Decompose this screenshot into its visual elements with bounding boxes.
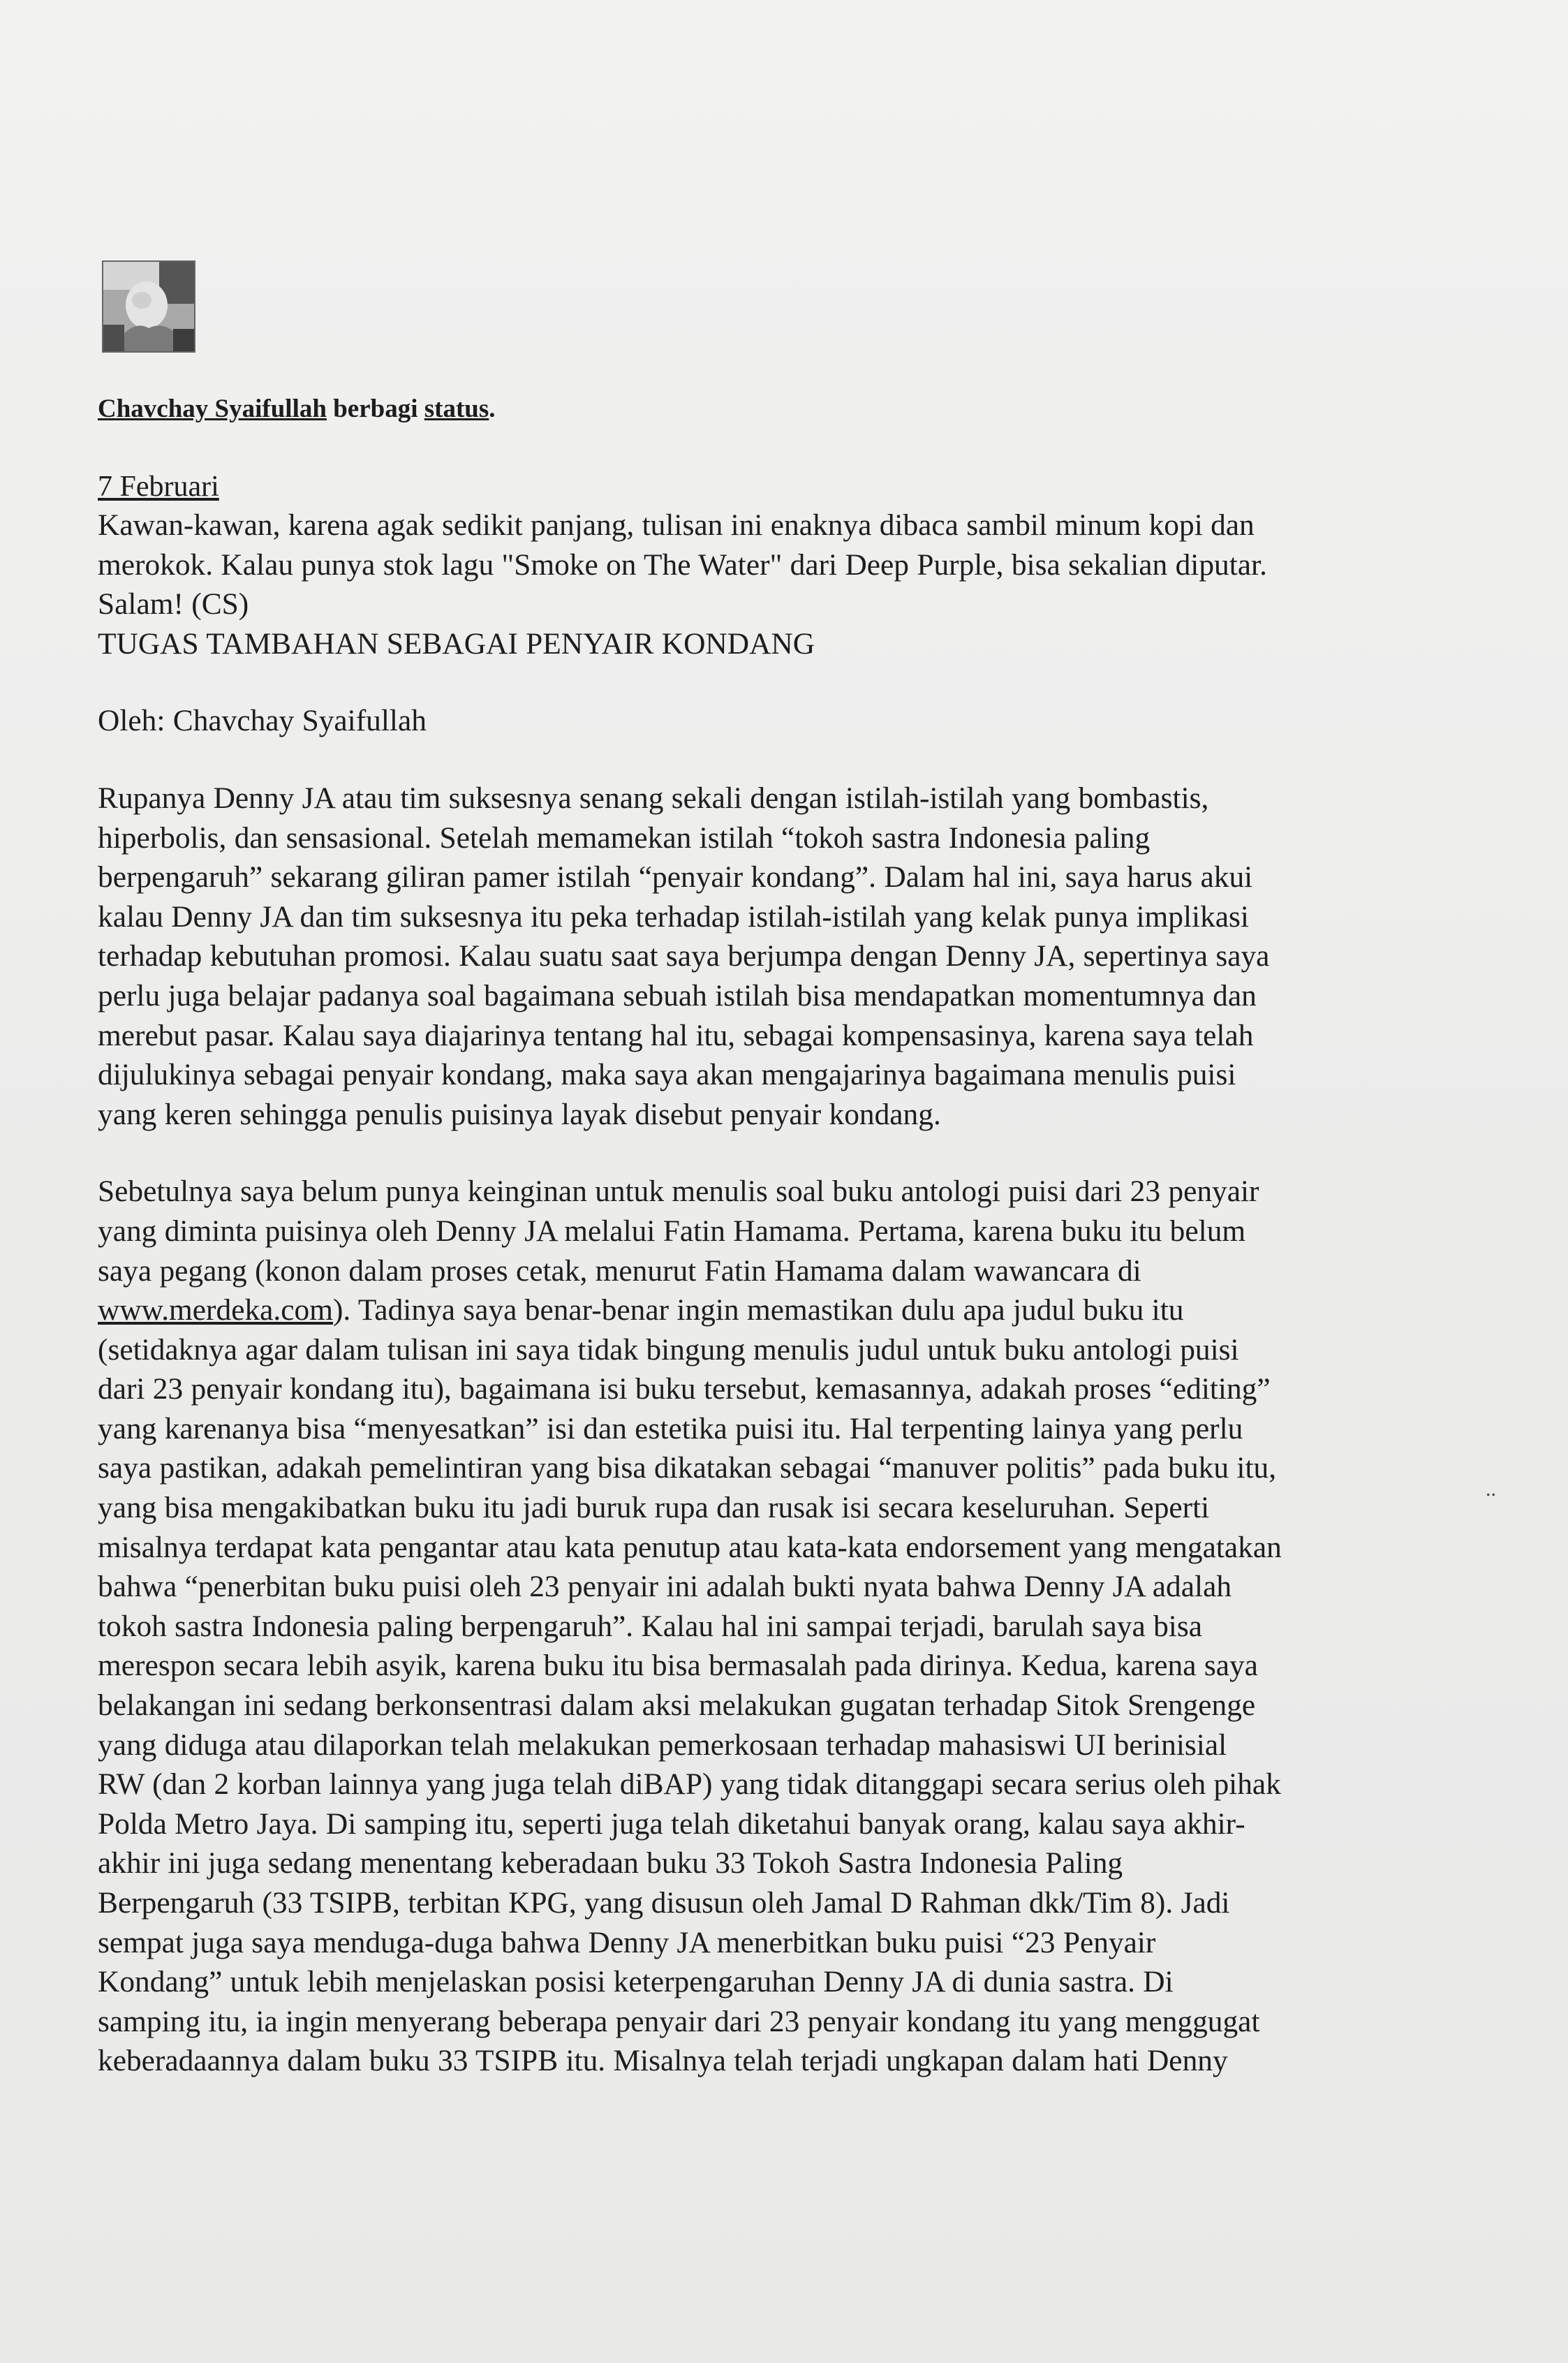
paragraph-line: saya pastikan, adakah pemelintiran yang bisa dikatakan sebagai “manuver politis” pada buku itu, xyxy=(98,1451,1277,1485)
article-title: TUGAS TAMBAHAN SEBAGAI PENYAIR KONDANG xyxy=(98,626,815,661)
paragraph-line: akhir ini juga sedang menentang keberadaan buku 33 Tokoh Sastra Indonesia Paling xyxy=(98,1846,1123,1880)
paragraph-line: Polda Metro Jaya. Di samping itu, seperti juga telah diketahui banyak orang, kalau saya akhir- xyxy=(98,1806,1245,1841)
post-period: . xyxy=(489,395,496,423)
paragraph-line: merebut pasar. Kalau saya diajarinya tentang hal itu, sebagai kompensasinya, karena saya telah xyxy=(98,1018,1254,1052)
paragraph-line xyxy=(98,1290,1438,1330)
paragraph-line: Kondang” untuk lebih menjelaskan posisi keterpengaruhan Denny JA di dunia sastra. Di xyxy=(98,1965,1174,1999)
paragraph-line: dari 23 penyair kondang itu), bagaimana isi buku tersebut, kemasannya, adakah proses “editing” xyxy=(98,1372,1271,1406)
post-header xyxy=(98,391,1438,427)
post-date[interactable]: 7 Februari xyxy=(98,471,219,503)
paragraph-line: terhadap kebutuhan promosi. Kalau suatu saat saya berjumpa dengan Denny JA, sepertinya saya xyxy=(98,939,1270,973)
intro-line: Salam! (CS) xyxy=(98,587,249,621)
paragraph-line: yang diduga atau dilaporkan telah melakukan pemerkosaan terhadap mahasiswi UI berinisial xyxy=(98,1728,1227,1762)
paragraph-2 xyxy=(98,1172,1438,2081)
paragraph-line: belakangan ini sedang berkonsentrasi dalam aksi melakukan gugatan terhadap Sitok Srengenge xyxy=(98,1688,1256,1723)
intro-line: Kawan-kawan, karena agak sedikit panjang, tulisan ini enaknya dibaca sambil minum kopi dan xyxy=(98,508,1255,542)
paragraph-line: yang keren sehingga penulis puisinya layak disebut penyair kondang. xyxy=(98,1097,941,1131)
post-content xyxy=(98,391,1438,2081)
paragraph-line: keberadaannya dalam buku 33 TSIPB itu. Misalnya telah terjadi ungkapan dalam hati Denny xyxy=(98,2044,1228,2078)
paragraph-line: samping itu, ia ingin menyerang beberapa penyair dari 23 penyair kondang itu yang menggugat xyxy=(98,2004,1260,2038)
avatar[interactable] xyxy=(102,260,195,353)
paragraph-line: RW (dan 2 korban lainnya yang juga telah diBAP) yang tidak ditanggapi secara serius oleh pihak xyxy=(98,1767,1281,1802)
paragraph-line: dijulukinya sebagai penyair kondang, maka saya akan mengajarinya bagaimana menulis puisi xyxy=(98,1058,1236,1092)
scan-mark: .. xyxy=(1486,1478,1496,1501)
post-action: berbagi xyxy=(333,395,418,423)
intro-text xyxy=(98,506,1438,624)
paragraph-line: yang diminta puisinya oleh Denny JA melalui Fatin Hamama. Pertama, karena buku itu belum xyxy=(98,1214,1246,1248)
byline: Oleh: Chavchay Syaifullah xyxy=(98,704,427,738)
paragraph-line: Sebetulnya saya belum punya keinginan untuk menulis soal buku antologi puisi dari 23 penyair xyxy=(98,1175,1259,1209)
paragraph-line: yang bisa mengakibatkan buku itu jadi buruk rupa dan rusak isi secara keseluruhan. Seperti xyxy=(98,1491,1210,1525)
paragraph-line: sempat juga saya menduga-duga bahwa Denny JA menerbitkan buku puisi “23 Penyair xyxy=(98,1925,1156,1959)
paragraph-line: hiperbolis, dan sensasional. Setelah memamekan istilah “tokoh sastra Indonesia paling xyxy=(98,820,1151,855)
paragraph-line: tokoh sastra Indonesia paling berpengaruh”. Kalau hal ini sampai terjadi, barulah saya bisa xyxy=(98,1609,1203,1643)
paragraph-line: berpengaruh” sekarang giliran pamer istilah “penyair kondang”. Dalam hal ini, saya harus akui xyxy=(98,860,1253,895)
paragraph-line: Berpengaruh (33 TSIPB, terbitan KPG, yang disusun oleh Jamal D Rahman dkk/Tim 8). Jadi xyxy=(98,1886,1230,1920)
paragraph-line: Rupanya Denny JA atau tim suksesnya senang sekali dengan istilah-istilah yang bombastis, xyxy=(98,781,1209,815)
merdeka-link[interactable]: www.merdeka.com xyxy=(98,1293,333,1327)
paragraph-line: merespon secara lebih asyik, karena buku itu bisa bermasalah pada dirinya. Kedua, karena saya xyxy=(98,1649,1258,1683)
author-link[interactable]: Chavchay Syaifullah xyxy=(98,395,327,423)
paragraph-line: kalau Denny JA dan tim suksesnya itu peka terhadap istilah-istilah yang kelak punya implikasi xyxy=(98,899,1249,934)
paragraph-line: saya pegang (konon dalam proses cetak, menurut Fatin Hamama dalam wawancara di xyxy=(98,1253,1141,1288)
paragraph-line: misalnya terdapat kata pengantar atau kata penutup atau kata-kata endorsement yang mengatakan xyxy=(98,1530,1282,1564)
after-link-text: ). Tadinya saya benar-benar ingin memastikan dulu apa judul buku itu xyxy=(332,1293,1184,1327)
paragraph-line: bahwa “penerbitan buku puisi oleh 23 penyair ini adalah bukti nyata bahwa Denny JA adalah xyxy=(98,1570,1232,1604)
profile-photo-icon xyxy=(103,262,194,351)
intro-line: merokok. Kalau punya stok lagu "Smoke on The Water" dari Deep Purple, bisa sekalian diputar. xyxy=(98,547,1267,582)
paragraph-line: yang karenanya bisa “menyesatkan” isi dan estetika puisi itu. Hal terpenting lainya yang perlu xyxy=(98,1411,1243,1445)
paragraph-line: perlu juga belajar padanya soal bagaimana sebuah istilah bisa mendapatkan momentumnya dan xyxy=(98,978,1257,1013)
paragraph-1 xyxy=(98,779,1438,1134)
status-link[interactable]: status xyxy=(424,395,489,423)
paragraph-line: (setidaknya agar dalam tulisan ini saya tidak bingung menulis judul untuk buku antologi puisi xyxy=(98,1332,1239,1367)
